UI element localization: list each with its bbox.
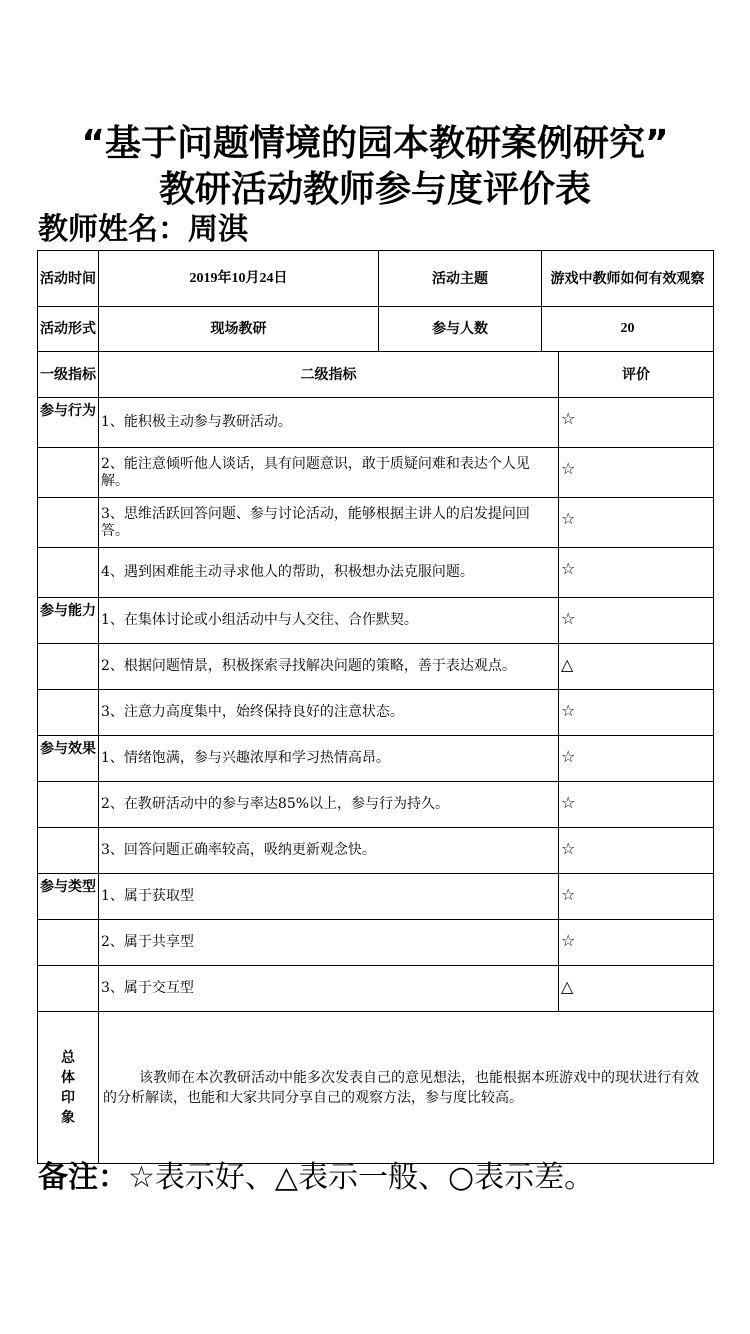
table-row [38,782,714,828]
rating-mark: ☆ [559,498,714,548]
indicator-text: 1、属于获取型 [99,874,559,920]
info-row-form [38,307,714,352]
time-value: 2019年10月24日 [99,251,379,307]
table-row [38,920,714,966]
form-label: 活动形式 [38,307,99,352]
rating-mark: ☆ [559,398,714,448]
teacher-name: 教师姓名：周淇 [38,212,248,247]
indicator-text: 2、根据问题情景，积极探索寻找解决问题的策略，善于表达观点。 [99,644,559,690]
table-row [38,598,714,644]
info-row-time [38,251,714,307]
category-label: 参与效果 [38,736,99,782]
table-row [38,690,714,736]
rating-mark: ☆ [559,782,714,828]
summary-text: 该教师在本次教研活动中能多次发表自己的意见想法，也能根据本班游戏中的现状进行有效的分析解读，也能和大家共同分享自己的观察方法，参与度比较高。 [99,1012,714,1164]
topic-label: 活动主题 [379,251,542,307]
table-row [38,448,714,498]
rating-mark: ☆ [559,828,714,874]
indicator-text: 2、属于共享型 [99,920,559,966]
indicator-text: 1、情绪饱满，参与兴趣浓厚和学习热情高昂。 [99,736,559,782]
header-row [38,352,714,398]
title-line2: 教研活动教师参与度评价表 [158,169,591,210]
category-label: 参与行为 [38,398,99,448]
rating-mark: ☆ [559,690,714,736]
category-label: 参与类型 [38,874,99,920]
table-row [38,498,714,548]
indicator-text: 3、注意力高度集中，始终保持良好的注意状态。 [99,690,559,736]
title-line1: “基于问题情境的园本教研案例研究” [81,123,669,164]
rating-mark: ☆ [559,448,714,498]
category-label: 参与能力 [38,598,99,644]
rating-mark: ☆ [559,920,714,966]
indicator-text: 4、遇到困难能主动寻求他人的帮助，积极想办法克服问题。 [99,548,559,598]
indicator-text: 3、回答问题正确率较高，吸纳更新观念快。 [99,828,559,874]
evaluation-table [37,250,714,1164]
footnote-label: 备注： [38,1160,128,1195]
indicator-text: 3、属于交互型 [99,966,559,1012]
level1-header: 一级指标 [38,352,99,398]
rating-mark: ☆ [559,598,714,644]
time-label: 活动时间 [38,251,99,307]
indicator-text: 2、在教研活动中的参与率达85%以上，参与行为持久。 [99,782,559,828]
table-row [38,644,714,690]
rating-mark: ☆ [559,874,714,920]
form-value: 现场教研 [99,307,379,352]
indicator-text: 3、思维活跃回答问题、参与讨论活动，能够根据主讲人的启发提问回答。 [99,498,559,548]
topic-value: 游戏中教师如何有效观察 [542,251,714,307]
table-row [38,548,714,598]
level2-header: 二级指标 [99,352,559,398]
table-row [38,828,714,874]
rating-mark: ☆ [559,548,714,598]
table-row [38,874,714,920]
count-label: 参与人数 [379,307,542,352]
footnote-text: ☆表示好、△表示一般、○表示差。 [128,1160,595,1195]
footnote [38,1158,594,1198]
rating-header: 评价 [559,352,714,398]
indicator-text: 2、能注意倾听他人谈话，具有问题意识，敢于质疑问难和表达个人见解。 [99,448,559,498]
indicator-text: 1、在集体讨论或小组活动中与人交往、合作默契。 [99,598,559,644]
rating-mark: △ [559,966,714,1012]
summary-row [38,1012,714,1164]
table-row [38,398,714,448]
rating-mark: ☆ [559,736,714,782]
indicator-text: 1、能积极主动参与教研活动。 [99,398,559,448]
rating-mark: △ [559,644,714,690]
table-row [38,966,714,1012]
count-value: 20 [542,307,714,352]
table-row [38,736,714,782]
summary-label: 总体印象 [38,1012,99,1164]
